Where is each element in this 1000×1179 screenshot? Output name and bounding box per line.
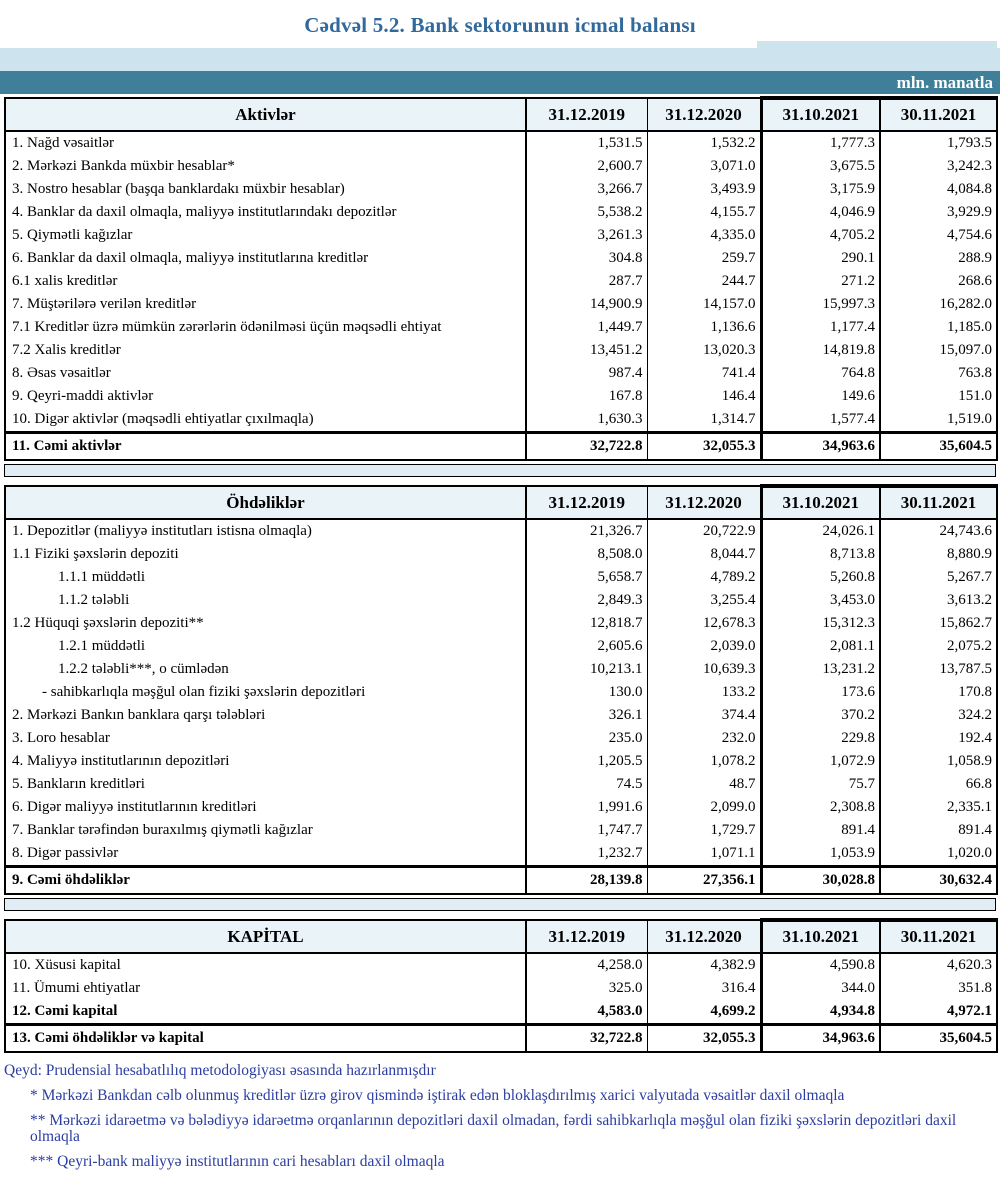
cell-value: 16,282.0 (880, 293, 997, 316)
cell-value: 2,308.8 (761, 796, 880, 819)
cell-value: 4,934.8 (761, 1000, 880, 1025)
cell-value: 3,613.2 (880, 589, 997, 612)
cell-value: 32,722.8 (526, 433, 647, 461)
section-separator-strip (4, 898, 996, 911)
cell-value: 133.2 (647, 681, 761, 704)
cell-value: 8,713.8 (761, 543, 880, 566)
cell-value: 10,213.1 (526, 658, 647, 681)
table-row (5, 316, 997, 339)
row-label: 4. Banklar da daxil olmaqla, maliyyə institutlarındakı depozitlər (5, 201, 526, 224)
cell-value: 1,777.3 (761, 131, 880, 155)
table-header-row (5, 98, 997, 131)
cell-value: 66.8 (880, 773, 997, 796)
cell-value: 13,787.5 (880, 658, 997, 681)
cell-value: 891.4 (761, 819, 880, 842)
row-label: 3. Nostro hesablar (başqa banklardakı müxbir hesablar) (5, 178, 526, 201)
cell-value: 21,326.7 (526, 519, 647, 543)
cell-value: 1,449.7 (526, 316, 647, 339)
column-header: 30.11.2021 (880, 98, 997, 131)
cell-value: 344.0 (761, 977, 880, 1000)
cell-value: 1,532.2 (647, 131, 761, 155)
cell-value: 3,175.9 (761, 178, 880, 201)
cell-value: 27,356.1 (647, 867, 761, 895)
cell-value: 3,261.3 (526, 224, 647, 247)
cell-value: 268.6 (880, 270, 997, 293)
row-label: 12. Cəmi kapital (5, 1000, 526, 1025)
tables-container (0, 96, 1000, 1053)
column-header: 31.10.2021 (761, 98, 880, 131)
table-row (5, 224, 997, 247)
row-label: 6. Banklar da daxil olmaqla, maliyyə institutlarına kreditlər (5, 247, 526, 270)
table-row (5, 385, 997, 408)
table-row (5, 433, 997, 461)
table-row (5, 750, 997, 773)
cell-value: 14,900.9 (526, 293, 647, 316)
row-label: 1.2.1 müddətli (5, 635, 526, 658)
cell-value: 3,493.9 (647, 178, 761, 201)
cell-value: 987.4 (526, 362, 647, 385)
cell-value: 325.0 (526, 977, 647, 1000)
cell-value: 4,335.0 (647, 224, 761, 247)
column-header: 31.12.2019 (526, 920, 647, 953)
row-label: 5. Bankların kreditləri (5, 773, 526, 796)
table-row (5, 977, 997, 1000)
column-header: 31.12.2020 (647, 98, 761, 131)
cell-value: 12,818.7 (526, 612, 647, 635)
unit-label: mln. manatla (896, 73, 993, 92)
footnote-3: *** Qeyri-bank maliyyə institutlarının cari hesabları daxil olmaqla (30, 1153, 445, 1170)
cell-value: 1,020.0 (880, 842, 997, 867)
table-row (5, 612, 997, 635)
table-row (5, 635, 997, 658)
cell-value: 30,028.8 (761, 867, 880, 895)
table-row (5, 1000, 997, 1025)
cell-value: 4,699.2 (647, 1000, 761, 1025)
table-row (5, 362, 997, 385)
cell-value: 764.8 (761, 362, 880, 385)
cell-value: 167.8 (526, 385, 647, 408)
cell-value: 12,678.3 (647, 612, 761, 635)
cell-value: 34,963.6 (761, 433, 880, 461)
cell-value: 1,177.4 (761, 316, 880, 339)
table-header-row (5, 486, 997, 519)
row-label: 7.1 Kreditlər üzrə mümkün zərərlərin ödənilməsi üçün məqsədli ehtiyat (5, 316, 526, 339)
column-header: 31.12.2019 (526, 98, 647, 131)
row-label: 10. Digər aktivlər (məqsədli ehtiyatlar çıxılmaqla) (5, 408, 526, 433)
cell-value: 1,314.7 (647, 408, 761, 433)
cell-value: 13,451.2 (526, 339, 647, 362)
cell-value: 1,630.3 (526, 408, 647, 433)
cell-value: 370.2 (761, 704, 880, 727)
cell-value: 173.6 (761, 681, 880, 704)
row-label: 10. Xüsusi kapital (5, 953, 526, 977)
table-row (5, 155, 997, 178)
cell-value: 4,258.0 (526, 953, 647, 977)
cell-value: 34,963.6 (761, 1025, 880, 1053)
balance-table-liabilities (4, 484, 998, 895)
table-row (5, 867, 997, 895)
cell-value: 4,620.3 (880, 953, 997, 977)
cell-value: 316.4 (647, 977, 761, 1000)
cell-value: 1,136.6 (647, 316, 761, 339)
cell-value: 15,862.7 (880, 612, 997, 635)
cell-value: 1,729.7 (647, 819, 761, 842)
cell-value: 3,675.5 (761, 155, 880, 178)
cell-value: 24,026.1 (761, 519, 880, 543)
table-row (5, 796, 997, 819)
cell-value: 4,754.6 (880, 224, 997, 247)
footnote-2: ** Mərkəzi idarəetmə və bələdiyyə idarəetmə orqanlarının depozitləri daxil olmadan, fərdi sahibkarlıqla məşğul olan fiziki şəxslərin depozitləri daxil olmaqla (30, 1112, 957, 1145)
cell-value: 3,242.3 (880, 155, 997, 178)
cell-value: 1,991.6 (526, 796, 647, 819)
section-separator-strip (4, 464, 996, 477)
cell-value: 351.8 (880, 977, 997, 1000)
row-label: 1.2 Hüquqi şəxslərin depoziti** (5, 612, 526, 635)
cell-value: 259.7 (647, 247, 761, 270)
table-row (5, 1025, 997, 1053)
cell-value: 4,972.1 (880, 1000, 997, 1025)
cell-value: 14,819.8 (761, 339, 880, 362)
cell-value: 4,789.2 (647, 566, 761, 589)
cell-value: 4,705.2 (761, 224, 880, 247)
row-label: 1. Depozitlər (maliyyə institutları istisna olmaqla) (5, 519, 526, 543)
cell-value: 763.8 (880, 362, 997, 385)
cell-value: 75.7 (761, 773, 880, 796)
cell-value: 290.1 (761, 247, 880, 270)
table-row (5, 842, 997, 867)
cell-value: 2,039.0 (647, 635, 761, 658)
cell-value: 14,157.0 (647, 293, 761, 316)
cell-value: 48.7 (647, 773, 761, 796)
row-label: 1.2.2 tələbli***, o cümlədən (5, 658, 526, 681)
row-label: 2. Mərkəzi Bankın banklara qarşı tələbləri (5, 704, 526, 727)
cell-value: 1,185.0 (880, 316, 997, 339)
balance-table-assets (4, 96, 998, 461)
cell-value: 287.7 (526, 270, 647, 293)
cell-value: 326.1 (526, 704, 647, 727)
cell-value: 149.6 (761, 385, 880, 408)
cell-value: 28,139.8 (526, 867, 647, 895)
column-header: 30.11.2021 (880, 920, 997, 953)
row-label: 6. Digər maliyyə institutlarının kreditləri (5, 796, 526, 819)
cell-value: 192.4 (880, 727, 997, 750)
page-title: Cədvəl 5.2. Bank sektorunun icmal balansı (304, 13, 696, 37)
cell-value: 4,583.0 (526, 1000, 647, 1025)
cell-value: 1,058.9 (880, 750, 997, 773)
cell-value: 1,071.1 (647, 842, 761, 867)
cell-value: 24,743.6 (880, 519, 997, 543)
cell-value: 235.0 (526, 727, 647, 750)
cell-value: 324.2 (880, 704, 997, 727)
cell-value: 2,335.1 (880, 796, 997, 819)
column-header: 31.12.2020 (647, 920, 761, 953)
table-header-row (5, 920, 997, 953)
table-row (5, 293, 997, 316)
column-header: 31.12.2019 (526, 486, 647, 519)
cell-value: 2,605.6 (526, 635, 647, 658)
section-header: Öhdəliklər (5, 486, 526, 519)
row-label: 9. Cəmi öhdəliklər (5, 867, 526, 895)
section-header: Aktivlər (5, 98, 526, 131)
cell-value: 1,519.0 (880, 408, 997, 433)
table-row (5, 727, 997, 750)
column-header: 31.10.2021 (761, 920, 880, 953)
table-row (5, 131, 997, 155)
cell-value: 1,531.5 (526, 131, 647, 155)
cell-value: 244.7 (647, 270, 761, 293)
cell-value: 151.0 (880, 385, 997, 408)
cell-value: 1,232.7 (526, 842, 647, 867)
cell-value: 35,604.5 (880, 1025, 997, 1053)
cell-value: 1,747.7 (526, 819, 647, 842)
cell-value: 4,590.8 (761, 953, 880, 977)
cell-value: 5,267.7 (880, 566, 997, 589)
banner-highlight-block (757, 41, 997, 49)
cell-value: 74.5 (526, 773, 647, 796)
row-label: 5. Qiymətli kağızlar (5, 224, 526, 247)
cell-value: 8,508.0 (526, 543, 647, 566)
row-label: 1.1.1 müddətli (5, 566, 526, 589)
cell-value: 10,639.3 (647, 658, 761, 681)
row-label: 9. Qeyri-maddi aktivlər (5, 385, 526, 408)
column-header: 31.10.2021 (761, 486, 880, 519)
table-row (5, 270, 997, 293)
cell-value: 2,099.0 (647, 796, 761, 819)
row-label: 7. Müştərilərə verilən kreditlər (5, 293, 526, 316)
row-label: 11. Ümumi ehtiyatlar (5, 977, 526, 1000)
row-label: 6.1 xalis kreditlər (5, 270, 526, 293)
cell-value: 1,078.2 (647, 750, 761, 773)
cell-value: 35,604.5 (880, 433, 997, 461)
row-label: 7.2 Xalis kreditlər (5, 339, 526, 362)
row-label: 13. Cəmi öhdəliklər və kapital (5, 1025, 526, 1053)
cell-value: 32,055.3 (647, 1025, 761, 1053)
cell-value: 8,880.9 (880, 543, 997, 566)
row-label: 7. Banklar tərəfindən buraxılmış qiymətli kağızlar (5, 819, 526, 842)
cell-value: 3,453.0 (761, 589, 880, 612)
row-label: 2. Mərkəzi Bankda müxbir hesablar* (5, 155, 526, 178)
table-row (5, 819, 997, 842)
cell-value: 5,260.8 (761, 566, 880, 589)
cell-value: 32,055.3 (647, 433, 761, 461)
table-row (5, 681, 997, 704)
cell-value: 5,538.2 (526, 201, 647, 224)
row-label: 11. Cəmi aktivlər (5, 433, 526, 461)
table-row (5, 178, 997, 201)
table-row (5, 408, 997, 433)
cell-value: 3,255.4 (647, 589, 761, 612)
cell-value: 304.8 (526, 247, 647, 270)
cell-value: 30,632.4 (880, 867, 997, 895)
row-label: 3. Loro hesablar (5, 727, 526, 750)
column-header: 30.11.2021 (880, 486, 997, 519)
cell-value: 1,072.9 (761, 750, 880, 773)
footnotes (4, 1063, 1000, 1170)
cell-value: 13,020.3 (647, 339, 761, 362)
cell-value: 4,155.7 (647, 201, 761, 224)
table-row (5, 543, 997, 566)
cell-value: 13,231.2 (761, 658, 880, 681)
cell-value: 3,071.0 (647, 155, 761, 178)
row-label: 1.1 Fiziki şəxslərin depoziti (5, 543, 526, 566)
section-header: KAPİTAL (5, 920, 526, 953)
row-label: 1.1.2 tələbli (5, 589, 526, 612)
table-row (5, 339, 997, 362)
cell-value: 8,044.7 (647, 543, 761, 566)
row-label: 1. Nağd vəsaitlər (5, 131, 526, 155)
row-label: 8. Əsas vəsaitlər (5, 362, 526, 385)
cell-value: 2,849.3 (526, 589, 647, 612)
cell-value: 170.8 (880, 681, 997, 704)
cell-value: 20,722.9 (647, 519, 761, 543)
table-row (5, 704, 997, 727)
table-row (5, 201, 997, 224)
cell-value: 1,793.5 (880, 131, 997, 155)
table-row (5, 953, 997, 977)
cell-value: 3,929.9 (880, 201, 997, 224)
table-row (5, 247, 997, 270)
row-label: 8. Digər passivlər (5, 842, 526, 867)
cell-value: 15,097.0 (880, 339, 997, 362)
banner-light-band (0, 48, 1000, 71)
balance-table-capital (4, 918, 998, 1053)
cell-value: 4,382.9 (647, 953, 761, 977)
cell-value: 32,722.8 (526, 1025, 647, 1053)
cell-value: 1,053.9 (761, 842, 880, 867)
cell-value: 232.0 (647, 727, 761, 750)
cell-value: 271.2 (761, 270, 880, 293)
cell-value: 3,266.7 (526, 178, 647, 201)
cell-value: 15,312.3 (761, 612, 880, 635)
cell-value: 2,081.1 (761, 635, 880, 658)
table-row (5, 773, 997, 796)
cell-value: 146.4 (647, 385, 761, 408)
banner (0, 48, 1000, 94)
document-page (0, 13, 1000, 1170)
cell-value: 4,046.9 (761, 201, 880, 224)
table-row (5, 589, 997, 612)
table-row (5, 658, 997, 681)
cell-value: 891.4 (880, 819, 997, 842)
cell-value: 4,084.8 (880, 178, 997, 201)
column-header: 31.12.2020 (647, 486, 761, 519)
cell-value: 15,997.3 (761, 293, 880, 316)
row-label: 4. Maliyyə institutlarının depozitləri (5, 750, 526, 773)
banner-teal-band (0, 71, 1000, 94)
cell-value: 1,577.4 (761, 408, 880, 433)
footnote-1: * Mərkəzi Bankdan cəlb olunmuş kreditlər üzrə girov qismində iştirak edən bloklaşdırılmış xarici valyutada vəsaitlər daxil olmaqla (30, 1087, 845, 1104)
row-label: - sahibkarlıqla məşğul olan fiziki şəxslərin depozitləri (5, 681, 526, 704)
footnote-note: Qeyd: Prudensial hesabatlılıq metodologiyası əsasında hazırlanmışdır (4, 1062, 436, 1079)
cell-value: 5,658.7 (526, 566, 647, 589)
table-row (5, 519, 997, 543)
table-row (5, 566, 997, 589)
cell-value: 2,600.7 (526, 155, 647, 178)
cell-value: 229.8 (761, 727, 880, 750)
cell-value: 374.4 (647, 704, 761, 727)
cell-value: 130.0 (526, 681, 647, 704)
cell-value: 2,075.2 (880, 635, 997, 658)
cell-value: 288.9 (880, 247, 997, 270)
cell-value: 741.4 (647, 362, 761, 385)
cell-value: 1,205.5 (526, 750, 647, 773)
